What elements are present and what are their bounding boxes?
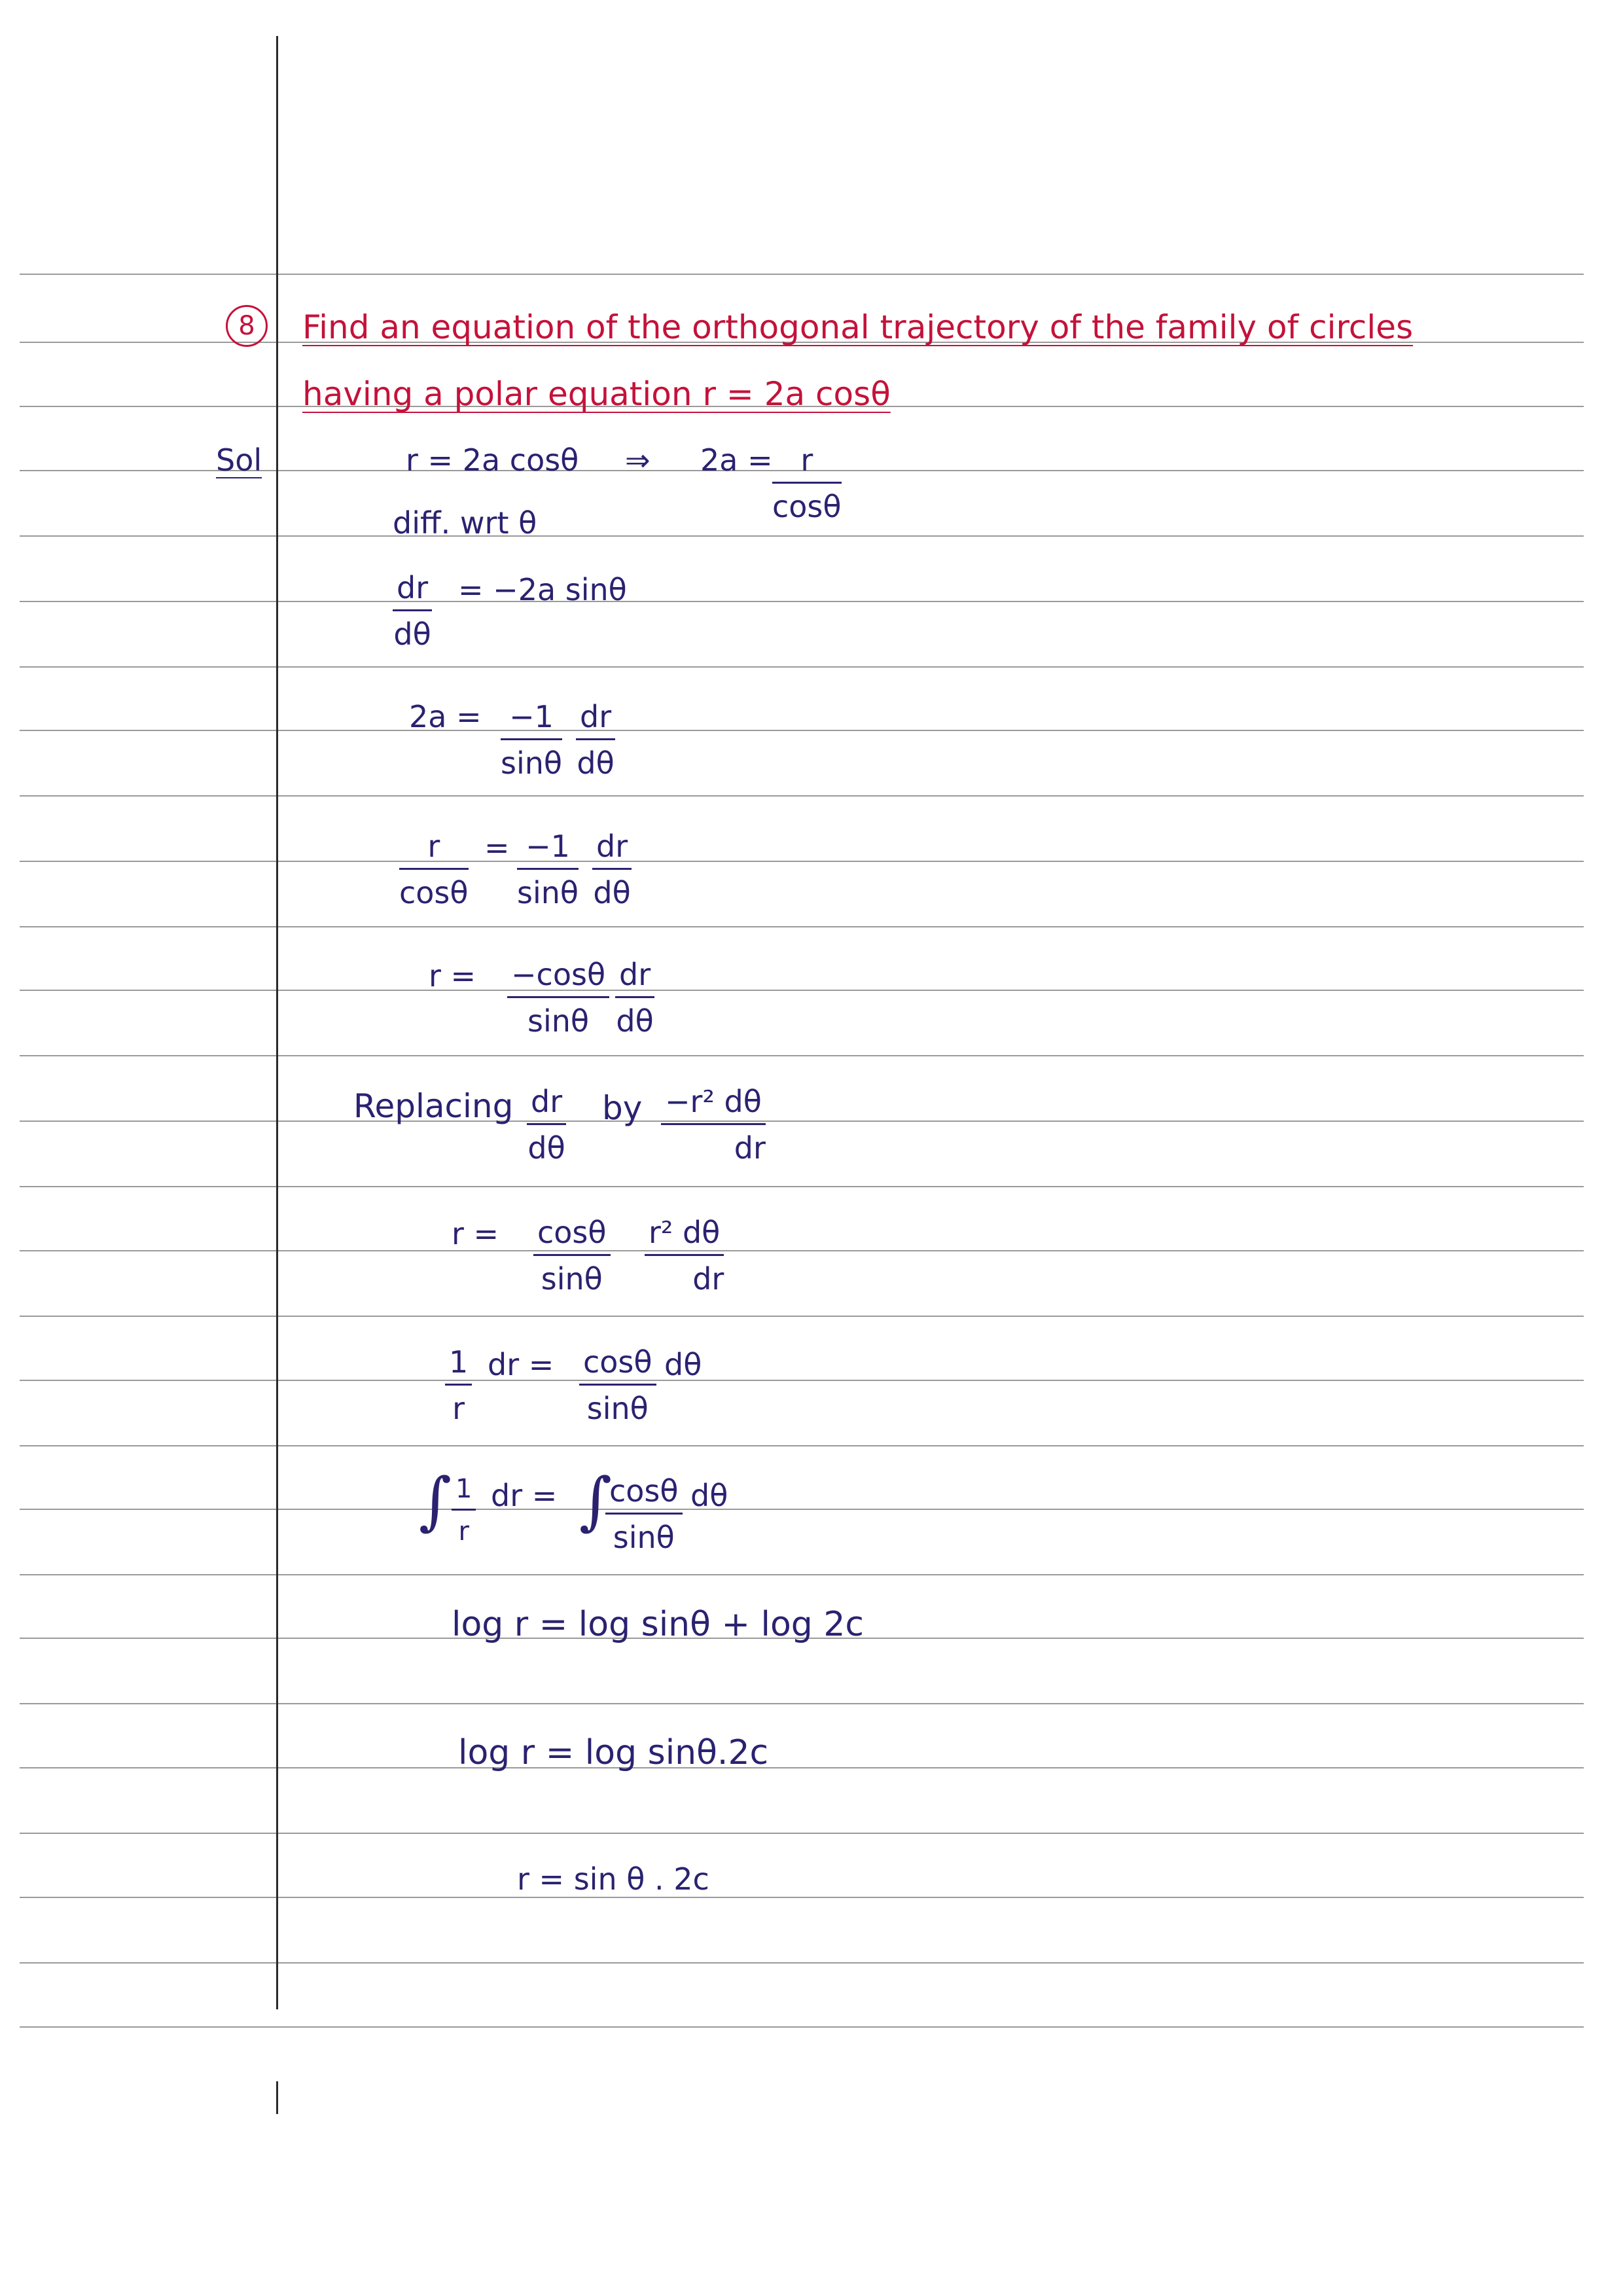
step4-f2-num: dr: [576, 702, 615, 740]
step5-fraction-1: [517, 831, 579, 908]
step9-rhs: dθ: [664, 1347, 702, 1382]
step8-fraction-1: [533, 1215, 611, 1297]
ruled-line: [20, 1509, 1584, 1510]
step10-mid: dr =: [491, 1478, 558, 1513]
step5-fraction-2: [592, 831, 632, 908]
step1-lhs: r = 2a cosθ: [406, 442, 579, 478]
integral-sign-right: ∫: [579, 1464, 613, 1537]
ruled-line: [20, 1767, 1584, 1768]
step9-fraction-2: [579, 1344, 656, 1426]
step2-diff: diff. wrt θ: [393, 505, 537, 541]
step10-fraction-1: [452, 1476, 476, 1545]
step8-f1-den: sinθ: [541, 1261, 603, 1297]
step7-fraction-2: [661, 1084, 766, 1166]
step7-f1-den: dθ: [527, 1130, 565, 1166]
step7-by: by: [602, 1089, 643, 1127]
ruled-line: [20, 601, 1584, 602]
step5-f1-den: sinθ: [517, 875, 579, 910]
step3-den: dθ: [393, 617, 431, 652]
step4-f1-den: sinθ: [501, 745, 563, 781]
step4-f1-num: −1: [501, 702, 562, 740]
step7-text: Replacing: [353, 1087, 514, 1125]
step3-rhs: = −2a sinθ: [458, 572, 627, 607]
step1-fraction: [772, 442, 842, 524]
step6-fraction-1: [507, 957, 609, 1039]
integral-sign-left: ∫: [419, 1464, 452, 1537]
step9-f1-den: r: [452, 1391, 465, 1426]
ruled-line: [20, 1703, 1584, 1704]
step3-derivative: [393, 570, 432, 652]
step13-final-answer: r = sin θ . 2c: [517, 1861, 709, 1897]
ruled-line: [20, 1316, 1584, 1317]
question-line-1: Find an equation of the orthogonal trajectory of the family of circles: [302, 308, 1414, 346]
step10-rhs: dθ: [690, 1478, 728, 1513]
step5-f2-num: dr: [592, 831, 632, 870]
step5-equals: =: [484, 830, 510, 865]
step4-fraction-1: [501, 699, 563, 781]
step9-fraction-1: [445, 1344, 472, 1426]
step4-f2-den: dθ: [577, 745, 615, 781]
step1-mid: 2a =: [700, 442, 773, 478]
ruled-line: [20, 730, 1584, 731]
ruled-line: [20, 1962, 1584, 1964]
step8-f1-num: cosθ: [533, 1217, 611, 1256]
ruled-line: [20, 1833, 1584, 1834]
step6-lhs: r =: [429, 958, 476, 994]
margin-line: [276, 36, 278, 2009]
step5-f1-num: −1: [517, 831, 579, 870]
step11-log-equation: log r = log sinθ + log 2c: [452, 1605, 865, 1644]
ruled-line: [20, 926, 1584, 927]
ruled-line: [20, 2026, 1584, 2028]
step9-mid: dr =: [488, 1347, 554, 1382]
step10-fraction-2: [605, 1473, 683, 1555]
ruled-line: [20, 274, 1584, 275]
ruled-line: [20, 861, 1584, 862]
step9-f2-den: sinθ: [586, 1391, 649, 1426]
step5-f0-num: r: [399, 831, 469, 870]
ruled-line: [20, 1574, 1584, 1575]
ruled-line: [20, 1121, 1584, 1122]
ruled-line: [20, 795, 1584, 797]
step1-num: r: [772, 445, 842, 484]
ruled-line: [20, 1250, 1584, 1251]
step7-fraction-1: [527, 1084, 566, 1166]
ruled-line: [20, 1186, 1584, 1187]
solution-label: Sol: [216, 442, 262, 478]
step7-f1-num: dr: [527, 1086, 566, 1125]
ruled-line: [20, 1897, 1584, 1898]
step10-f2-den: sinθ: [613, 1520, 675, 1555]
step12-log-combined: log r = log sinθ.2c: [458, 1733, 769, 1772]
step7-f2-num: −r² dθ: [661, 1086, 766, 1125]
step6-fraction-2: [615, 957, 654, 1039]
question-number: [226, 305, 268, 347]
implies-arrow: ⇒: [625, 442, 651, 478]
step8-f2-den: dr: [692, 1261, 724, 1297]
step8-fraction-2: [645, 1215, 724, 1297]
ruled-line: [20, 990, 1584, 991]
step6-f1-den: sinθ: [527, 1003, 590, 1039]
step10-f1-num: 1: [452, 1476, 476, 1511]
step8-lhs: r =: [452, 1216, 499, 1251]
step9-f2-num: cosθ: [579, 1347, 656, 1386]
question-line-2: having a polar equation r = 2a cosθ: [302, 375, 891, 413]
step10-f2-num: cosθ: [605, 1476, 683, 1515]
ruled-line: [20, 1380, 1584, 1381]
question-number-text: 8: [238, 311, 255, 341]
step9-f1-num: 1: [445, 1347, 472, 1386]
ruled-line: [20, 535, 1584, 537]
step4-lhs: 2a =: [409, 699, 482, 734]
step8-f2-num: r² dθ: [645, 1217, 724, 1256]
step3-num: dr: [393, 573, 432, 611]
step4-fraction-2: [576, 699, 615, 781]
ruled-line: [20, 1055, 1584, 1056]
step6-f2-num: dr: [615, 960, 654, 998]
ruled-line: [20, 1445, 1584, 1446]
step5-f2-den: dθ: [593, 875, 631, 910]
ruled-line: [20, 666, 1584, 668]
step10-f1-den: r: [458, 1516, 469, 1547]
step6-f1-num: −cosθ: [507, 960, 609, 998]
step5-fraction-0: [399, 831, 469, 908]
step6-f2-den: dθ: [616, 1003, 654, 1039]
step7-f2-den: dr: [734, 1130, 766, 1166]
step1-den: cosθ: [772, 489, 842, 524]
margin-line-lower: [276, 2081, 278, 2114]
step5-f0-den: cosθ: [399, 875, 469, 910]
